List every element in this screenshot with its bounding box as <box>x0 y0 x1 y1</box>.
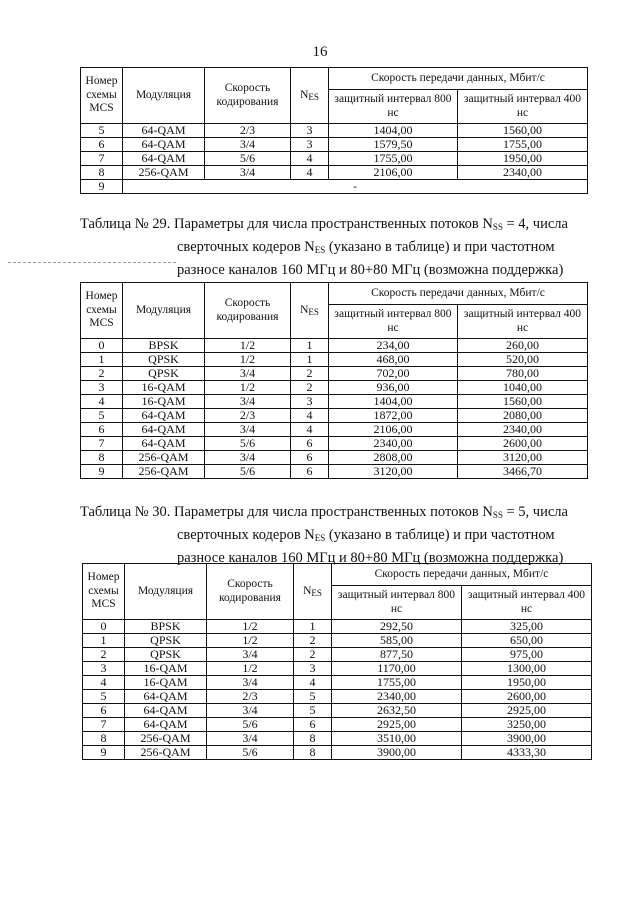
table-row <box>81 152 588 166</box>
cell-nes: 1 <box>291 339 329 353</box>
cell-modulation: 64-QAM <box>123 138 205 152</box>
table-row <box>81 423 588 437</box>
cell-modulation: 256-QAM <box>125 746 207 760</box>
cell-gi800: 3120,00 <box>329 465 458 479</box>
cell-modulation: 64-QAM <box>125 704 207 718</box>
cell-gi800: 1755,00 <box>332 676 462 690</box>
cell-nes: 3 <box>291 124 329 138</box>
cell-gi400: 1950,00 <box>458 152 588 166</box>
cell-coding-rate: 1/2 <box>207 634 294 648</box>
cell-gi800: 1579,50 <box>329 138 458 152</box>
cell-mcs: 0 <box>81 339 123 353</box>
table-row <box>81 339 588 353</box>
cell-coding-rate: 1/2 <box>205 339 291 353</box>
cell-modulation: 16-QAM <box>125 676 207 690</box>
table-row <box>83 746 592 760</box>
cell-gi400: 260,00 <box>458 339 588 353</box>
cell-mcs: 9 <box>81 180 123 194</box>
header-coding-rate: Скорость кодирования <box>205 283 291 339</box>
header-data-rate: Скорость передачи данных, Мбит/с <box>329 68 588 90</box>
table-row <box>83 648 592 662</box>
table-row <box>81 437 588 451</box>
cell-mcs: 0 <box>83 620 125 634</box>
cell-gi800: 2632,50 <box>332 704 462 718</box>
cell-nes: 4 <box>294 676 332 690</box>
cell-gi800: 2340,00 <box>332 690 462 704</box>
cell-gi400: 3120,00 <box>458 451 588 465</box>
table-row <box>81 353 588 367</box>
cell-nes: 2 <box>294 648 332 662</box>
cell-mcs: 4 <box>83 676 125 690</box>
cell-mcs: 8 <box>83 732 125 746</box>
table-row <box>81 124 588 138</box>
header-gi400: защитный интервал 400 нс <box>462 586 592 620</box>
header-coding-rate: Скорость кодирования <box>207 564 294 620</box>
caption-line-2: сверточных кодеров $N_{ES}$ (указано в таблице) и при частотном <box>177 239 555 255</box>
cell-gi400: 2340,00 <box>458 166 588 180</box>
table-row <box>83 662 592 676</box>
cell-coding-rate: 3/4 <box>207 676 294 690</box>
cell-modulation: 64-QAM <box>125 690 207 704</box>
cell-gi800: 2106,00 <box>329 423 458 437</box>
cell-coding-rate: 1/2 <box>205 381 291 395</box>
cell-modulation: 64-QAM <box>125 718 207 732</box>
cell-modulation: BPSK <box>123 339 205 353</box>
cell-mcs: 9 <box>83 746 125 760</box>
cell-nes: 3 <box>291 395 329 409</box>
cell-gi400: 1560,00 <box>458 395 588 409</box>
header-data-rate: Скорость передачи данных, Мбит/с <box>329 283 588 305</box>
table-row <box>81 138 588 152</box>
cell-gi800: 2925,00 <box>332 718 462 732</box>
cell-coding-rate: 2/3 <box>205 124 291 138</box>
cell-nes: 8 <box>294 746 332 760</box>
table29-caption <box>80 214 586 280</box>
cell-nes: 5 <box>294 704 332 718</box>
cell-modulation: 64-QAM <box>123 152 205 166</box>
cell-modulation: 16-QAM <box>123 395 205 409</box>
cell-mcs: 2 <box>83 648 125 662</box>
cell-gi800: 234,00 <box>329 339 458 353</box>
cell-coding-rate: 5/6 <box>205 437 291 451</box>
table-row <box>83 704 592 718</box>
cell-mcs: 6 <box>81 138 123 152</box>
table-continued <box>80 67 588 194</box>
table-row <box>83 718 592 732</box>
cell-gi800: 1404,00 <box>329 124 458 138</box>
caption-line-2: сверточных кодеров $N_{ES}$ (указано в таблице) и при частотном <box>177 527 555 543</box>
cell-modulation: 256-QAM <box>123 166 205 180</box>
cell-mcs: 1 <box>83 634 125 648</box>
cell-gi800: 877,50 <box>332 648 462 662</box>
table-row <box>83 634 592 648</box>
cell-mcs: 5 <box>81 124 123 138</box>
cell-modulation: QPSK <box>123 367 205 381</box>
cell-not-supported: - <box>123 180 588 194</box>
cell-gi400: 4333,30 <box>462 746 592 760</box>
cell-gi800: 2106,00 <box>329 166 458 180</box>
cell-mcs: 4 <box>81 395 123 409</box>
table-row <box>81 451 588 465</box>
cell-coding-rate: 5/6 <box>207 718 294 732</box>
cell-gi800: 702,00 <box>329 367 458 381</box>
table-row <box>81 381 588 395</box>
cell-coding-rate: 3/4 <box>205 451 291 465</box>
cell-mcs: 6 <box>83 704 125 718</box>
cell-modulation: 64-QAM <box>123 437 205 451</box>
cell-coding-rate: 3/4 <box>205 395 291 409</box>
cell-coding-rate: 3/4 <box>207 648 294 662</box>
header-nes: $N_{ES}$ <box>291 283 329 339</box>
cell-gi800: 1170,00 <box>332 662 462 676</box>
cell-nes: 6 <box>291 465 329 479</box>
cell-gi800: 468,00 <box>329 353 458 367</box>
header-modulation: Модуляция <box>123 283 205 339</box>
cell-mcs: 7 <box>81 152 123 166</box>
cell-nes: 6 <box>291 437 329 451</box>
scan-artifact-line <box>8 262 176 264</box>
cell-gi400: 3250,00 <box>462 718 592 732</box>
cell-modulation: 16-QAM <box>125 662 207 676</box>
cell-modulation: BPSK <box>125 620 207 634</box>
cell-nes: 3 <box>291 138 329 152</box>
table-row <box>81 465 588 479</box>
header-mcs: Номер схемы MCS <box>81 68 123 124</box>
cell-nes: 2 <box>291 381 329 395</box>
cell-gi800: 585,00 <box>332 634 462 648</box>
cell-nes: 4 <box>291 423 329 437</box>
cell-gi400: 1950,00 <box>462 676 592 690</box>
cell-gi400: 975,00 <box>462 648 592 662</box>
cell-nes: 1 <box>291 353 329 367</box>
caption-line-1: Таблица № 29. Параметры для числа пространственных потоков $N_{SS} = 4$, числа <box>80 216 568 232</box>
table-row <box>81 409 588 423</box>
cell-coding-rate: 3/4 <box>207 732 294 746</box>
cell-gi400: 2080,00 <box>458 409 588 423</box>
cell-coding-rate: 3/4 <box>205 138 291 152</box>
cell-gi400: 2600,00 <box>458 437 588 451</box>
cell-modulation: 64-QAM <box>123 124 205 138</box>
cell-gi800: 1404,00 <box>329 395 458 409</box>
cell-modulation: QPSK <box>125 648 207 662</box>
cell-coding-rate: 3/4 <box>205 423 291 437</box>
cell-coding-rate: 1/2 <box>207 662 294 676</box>
cell-gi400: 2340,00 <box>458 423 588 437</box>
table30-caption <box>80 502 590 568</box>
cell-coding-rate: 5/6 <box>205 152 291 166</box>
table-29 <box>80 282 588 479</box>
cell-coding-rate: 3/4 <box>205 367 291 381</box>
cell-gi400: 1300,00 <box>462 662 592 676</box>
cell-coding-rate: 3/4 <box>207 704 294 718</box>
table-row <box>83 620 592 634</box>
cell-coding-rate: 2/3 <box>207 690 294 704</box>
header-nes: $N_{ES}$ <box>291 68 329 124</box>
cell-gi400: 520,00 <box>458 353 588 367</box>
cell-nes: 1 <box>294 620 332 634</box>
table-row <box>81 395 588 409</box>
cell-gi800: 1755,00 <box>329 152 458 166</box>
table-row <box>81 166 588 180</box>
cell-gi800: 1872,00 <box>329 409 458 423</box>
cell-modulation: 256-QAM <box>123 465 205 479</box>
cell-mcs: 3 <box>83 662 125 676</box>
header-gi400: защитный интервал 400 нс <box>458 90 588 124</box>
cell-mcs: 5 <box>81 409 123 423</box>
cell-mcs: 7 <box>83 718 125 732</box>
table-row <box>83 690 592 704</box>
cell-coding-rate: 1/2 <box>205 353 291 367</box>
cell-gi400: 1040,00 <box>458 381 588 395</box>
cell-gi400: 3900,00 <box>462 732 592 746</box>
cell-modulation: 256-QAM <box>123 451 205 465</box>
header-mcs: Номер схемы MCS <box>81 283 123 339</box>
cell-gi800: 2340,00 <box>329 437 458 451</box>
cell-mcs: 9 <box>81 465 123 479</box>
caption-line-3: разносе каналов 160 МГц и 80+80 МГц (возможна поддержка) <box>177 550 564 566</box>
table-30 <box>82 563 592 760</box>
cell-nes: 6 <box>294 718 332 732</box>
cell-modulation: QPSK <box>123 353 205 367</box>
cell-coding-rate: 3/4 <box>205 166 291 180</box>
header-modulation: Модуляция <box>123 68 205 124</box>
table-row <box>83 676 592 690</box>
cell-gi400: 325,00 <box>462 620 592 634</box>
header-gi800: защитный интервал 800 нс <box>329 305 458 339</box>
cell-coding-rate: 5/6 <box>205 465 291 479</box>
cell-coding-rate: 1/2 <box>207 620 294 634</box>
table-row <box>81 367 588 381</box>
header-modulation: Модуляция <box>125 564 207 620</box>
header-gi800: защитный интервал 800 нс <box>329 90 458 124</box>
cell-nes: 2 <box>294 634 332 648</box>
cell-coding-rate: 2/3 <box>205 409 291 423</box>
cell-nes: 4 <box>291 152 329 166</box>
cell-modulation: 64-QAM <box>123 409 205 423</box>
cell-gi400: 1755,00 <box>458 138 588 152</box>
header-gi800: защитный интервал 800 нс <box>332 586 462 620</box>
cell-mcs: 5 <box>83 690 125 704</box>
cell-gi800: 3510,00 <box>332 732 462 746</box>
header-mcs: Номер схемы MCS <box>83 564 125 620</box>
cell-gi400: 3466,70 <box>458 465 588 479</box>
cell-modulation: 64-QAM <box>123 423 205 437</box>
cell-mcs: 2 <box>81 367 123 381</box>
header-gi400: защитный интервал 400 нс <box>458 305 588 339</box>
cell-gi800: 936,00 <box>329 381 458 395</box>
cell-coding-rate: 5/6 <box>207 746 294 760</box>
cell-mcs: 8 <box>81 166 123 180</box>
cell-nes: 8 <box>294 732 332 746</box>
caption-line-1: Таблица № 30. Параметры для числа пространственных потоков $N_{SS} = 5$, числа <box>80 504 568 520</box>
cell-mcs: 7 <box>81 437 123 451</box>
cell-modulation: QPSK <box>125 634 207 648</box>
cell-gi400: 650,00 <box>462 634 592 648</box>
cell-gi800: 292,50 <box>332 620 462 634</box>
cell-nes: 4 <box>291 409 329 423</box>
header-coding-rate: Скорость кодирования <box>205 68 291 124</box>
caption-line-3: разносе каналов 160 МГц и 80+80 МГц (возможна поддержка) <box>177 262 564 278</box>
cell-nes: 4 <box>291 166 329 180</box>
table-row <box>81 180 588 194</box>
table-row <box>83 732 592 746</box>
header-nes: $N_{ES}$ <box>294 564 332 620</box>
cell-gi400: 780,00 <box>458 367 588 381</box>
cell-mcs: 3 <box>81 381 123 395</box>
cell-gi400: 2925,00 <box>462 704 592 718</box>
cell-mcs: 1 <box>81 353 123 367</box>
cell-nes: 3 <box>294 662 332 676</box>
cell-gi800: 2808,00 <box>329 451 458 465</box>
page-number: 16 <box>312 44 328 60</box>
cell-nes: 5 <box>294 690 332 704</box>
cell-nes: 2 <box>291 367 329 381</box>
cell-modulation: 256-QAM <box>125 732 207 746</box>
cell-mcs: 6 <box>81 423 123 437</box>
cell-gi800: 3900,00 <box>332 746 462 760</box>
cell-nes: 6 <box>291 451 329 465</box>
header-data-rate: Скорость передачи данных, Мбит/с <box>332 564 592 586</box>
cell-gi400: 2600,00 <box>462 690 592 704</box>
cell-gi400: 1560,00 <box>458 124 588 138</box>
cell-mcs: 8 <box>81 451 123 465</box>
cell-modulation: 16-QAM <box>123 381 205 395</box>
